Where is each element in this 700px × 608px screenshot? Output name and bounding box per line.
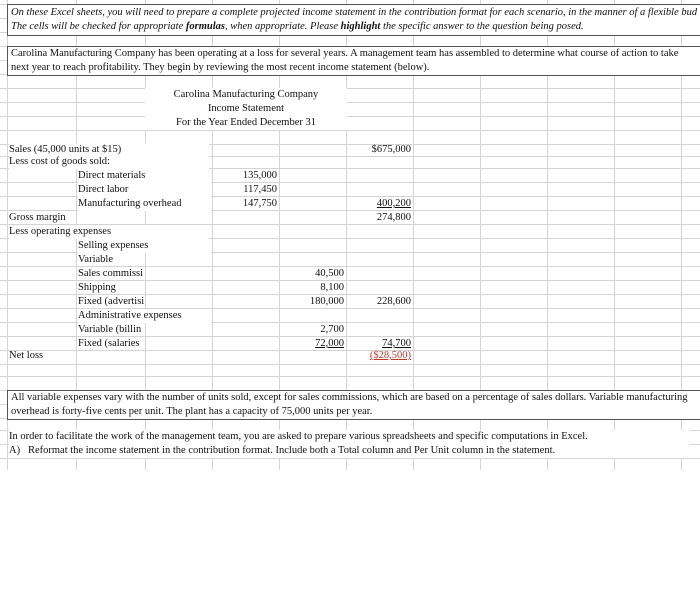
administrative-expenses-label[interactable]: Administrative expenses [78, 309, 211, 323]
shipping-value[interactable]: 8,100 [320, 282, 344, 293]
gridline [0, 116, 700, 117]
direct-labor-label[interactable]: Direct labor [78, 183, 211, 197]
direct-labor-value[interactable]: 117,450 [243, 184, 277, 195]
fixed-advertising-value[interactable]: 180,000 [309, 296, 344, 307]
selling-variable-label[interactable]: Variable [78, 254, 113, 265]
instructions-box[interactable] [7, 4, 700, 36]
direct-materials-label[interactable]: Direct materials [78, 169, 211, 183]
cogs-label[interactable]: Less cost of goods sold: [9, 155, 209, 169]
instructions-text: the specific answer to the question being posed. [380, 21, 584, 32]
fixed-salaries-text: 72,000 [315, 338, 344, 349]
instructions-text: , when appropriate. Please [224, 21, 341, 32]
task-line-1[interactable]: In order to facilitate the work of the management team, you are asked to prepare various spreadsheets and specific computations in Excel. [9, 430, 689, 444]
task-a[interactable] [9, 444, 689, 458]
fixed-salaries-label[interactable]: Fixed (salaries [78, 338, 140, 349]
intro-box[interactable] [7, 46, 700, 76]
instructions-line-2 [11, 20, 584, 34]
gross-margin-value[interactable]: 274,800 [376, 212, 411, 223]
gross-margin-label[interactable]: Gross margin [9, 212, 66, 223]
net-loss-label[interactable]: Net loss [9, 350, 44, 361]
task-a-label: A) [9, 445, 21, 456]
manufacturing-overhead-value[interactable]: 147,750 [242, 198, 277, 209]
cogs-total-value[interactable] [346, 197, 411, 211]
operating-expenses-label[interactable]: Less operating expenses [9, 225, 209, 239]
intro-line-1: Carolina Manufacturing Company has been operating at a loss for several years. A management team has assembled to determine what course of action to take [11, 48, 679, 59]
variable-billing-label[interactable]: Variable (billin [78, 324, 142, 335]
instructions-bold-formulas: formulas [185, 21, 225, 32]
task-a-text: Reformat the income statement in the contribution format. Include both a Total column and Per Unit column in the statement. [27, 445, 556, 456]
notes-line-1: All variable expenses vary with the number of units sold, except for sales commissions, which are based on a percentage of sales dollars. Variable manufacturing [11, 392, 688, 403]
fixed-salaries-value[interactable] [279, 337, 344, 351]
gridline [0, 130, 700, 131]
sales-commissions-value[interactable]: 40,500 [315, 268, 344, 279]
fixed-advertising-label[interactable]: Fixed (advertisi [78, 296, 144, 307]
gridline [0, 376, 700, 377]
sales-value[interactable]: $675,000 [371, 144, 411, 155]
selling-total-value[interactable]: 228,600 [376, 296, 411, 307]
sales-commissions-label[interactable]: Sales commissi [78, 268, 144, 279]
selling-expenses-label[interactable]: Selling expenses [78, 239, 211, 253]
net-loss-value[interactable] [346, 349, 411, 363]
admin-total-text: 74,700 [382, 338, 411, 349]
statement-company[interactable]: Carolina Manufacturing Company [145, 88, 347, 102]
variable-billing-value[interactable]: 2,700 [320, 324, 344, 335]
instructions-line-1: On these Excel sheets, you will need to prepare a complete projected income statement in the contribution format for each scenario, in the manner of a flexible bud [11, 7, 698, 18]
instructions-text: The cells will be checked for appropriate [11, 21, 186, 32]
sales-label[interactable]: Sales (45,000 units at $15) [9, 143, 209, 157]
gridline [0, 364, 700, 365]
intro-line-2: next year to reach profitability. They begin by reviewing the most recent income statement (below). [11, 62, 430, 73]
statement-title[interactable]: Income Statement [145, 102, 347, 116]
direct-materials-value[interactable]: 135,000 [242, 170, 277, 181]
gridline [0, 88, 700, 89]
gridline [0, 102, 700, 103]
notes-box[interactable] [7, 390, 700, 420]
manufacturing-overhead-label[interactable]: Manufacturing overhead [78, 197, 211, 211]
shipping-label[interactable]: Shipping [78, 282, 116, 293]
instructions-bold-highlight: highlight [340, 21, 381, 32]
cogs-total-text: 400,200 [376, 198, 411, 209]
notes-line-2: overhead is forty-five cents per unit. The plant has a capacity of 75,000 units per year. [11, 406, 373, 417]
gridline [0, 458, 700, 459]
statement-period[interactable]: For the Year Ended December 31 [145, 116, 347, 130]
net-loss-text: ($28,500) [369, 350, 411, 361]
